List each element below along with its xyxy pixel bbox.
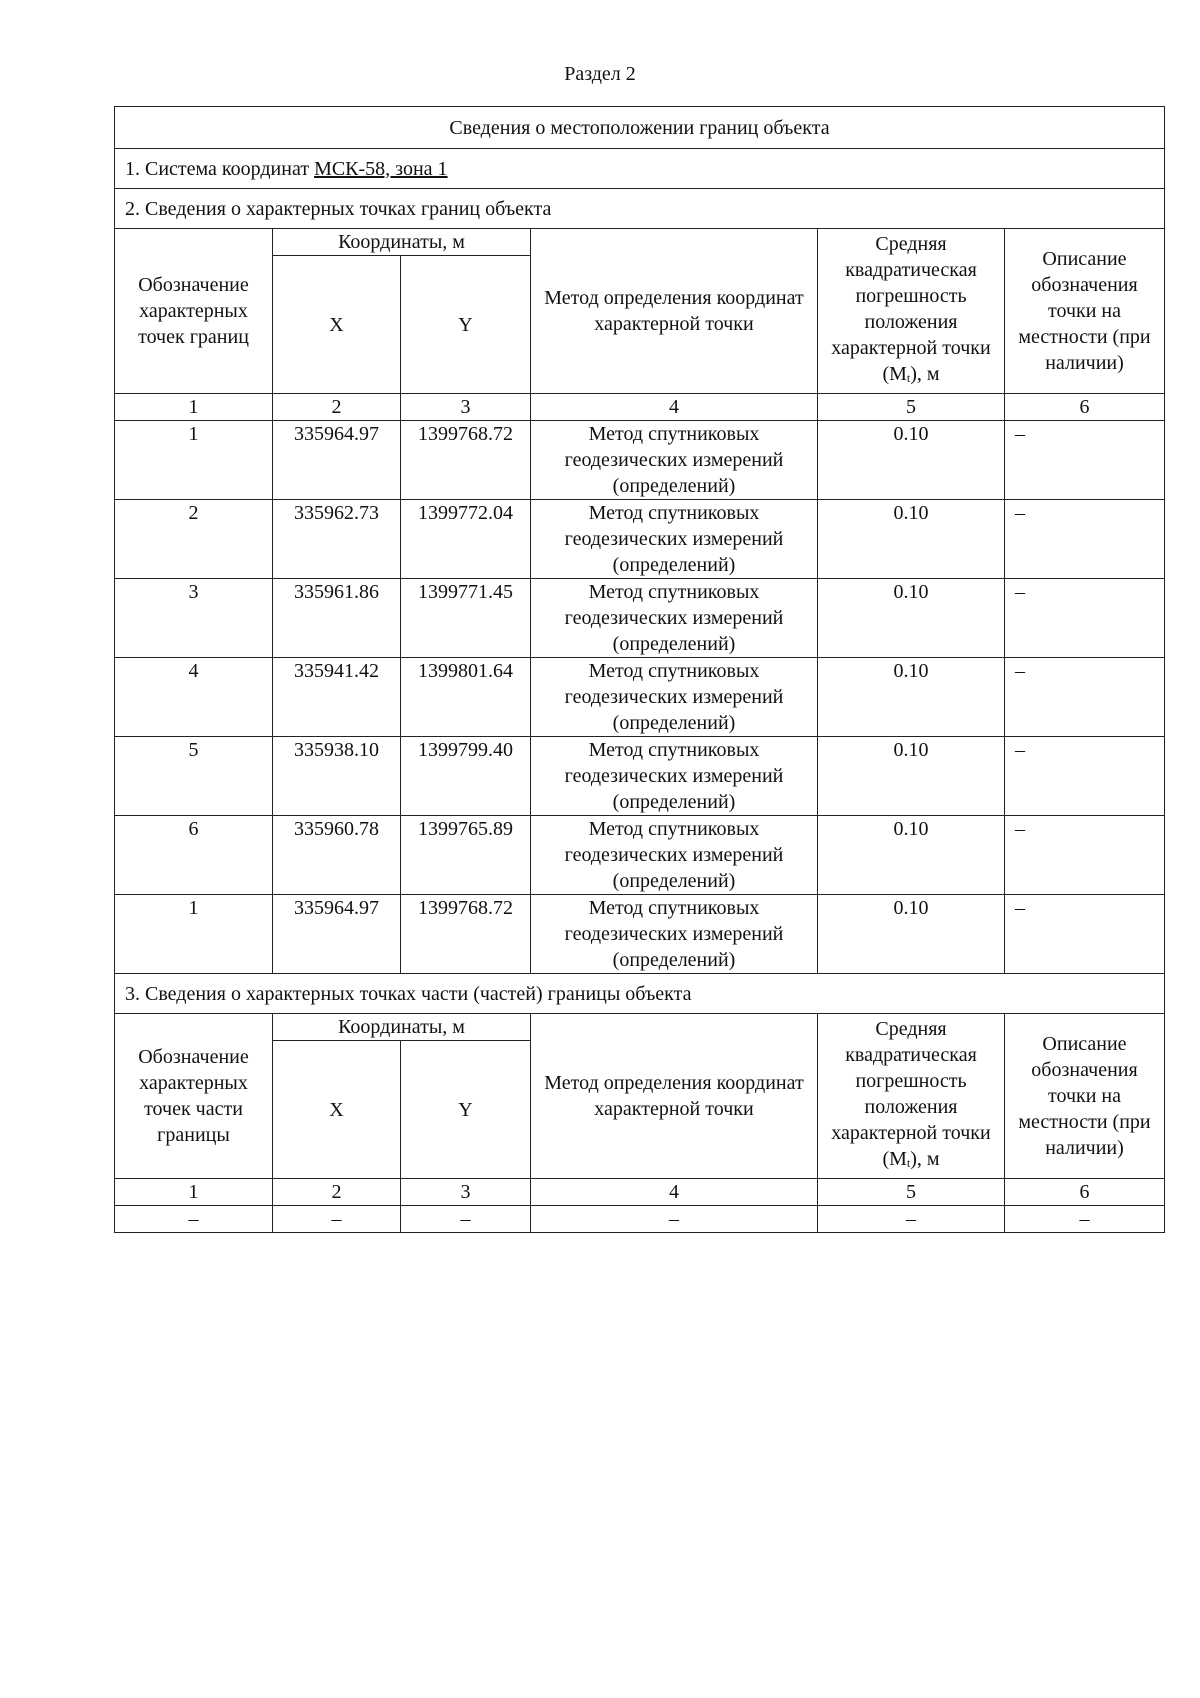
table-row	[115, 421, 1165, 500]
cell-x: 335938.10	[273, 737, 401, 816]
table-row	[115, 658, 1165, 737]
cell-y: 1399771.45	[401, 579, 531, 658]
header-accuracy-subscript: t	[906, 371, 911, 385]
section2-column-numbers-row	[115, 394, 1165, 421]
cell-method: Метод спутниковых геодезических измерений (определений)	[531, 500, 818, 579]
column-number: 5	[818, 1179, 1005, 1206]
cell-y: 1399799.40	[401, 737, 531, 816]
cell-method: Метод спутниковых геодезических измерений (определений)	[531, 737, 818, 816]
header-method: Метод определения координат характерной точки	[531, 1014, 818, 1179]
column-number: 6	[1005, 394, 1165, 421]
header-description: Описание обозначения точки на местности (при наличии)	[1005, 1014, 1165, 1179]
table-row	[115, 737, 1165, 816]
column-number: 1	[115, 1179, 273, 1206]
cell-point: 1	[115, 895, 273, 974]
column-number: 2	[273, 1179, 401, 1206]
cell-description: –	[1005, 658, 1165, 737]
cell-description: –	[1005, 421, 1165, 500]
header-designation: Обозначение характерных точек границ	[115, 229, 273, 394]
table-row	[115, 895, 1165, 974]
cell-point: 2	[115, 500, 273, 579]
cell-x: 335960.78	[273, 816, 401, 895]
header-accuracy	[818, 1014, 1005, 1179]
header-coordinates: Координаты, м	[273, 1014, 531, 1041]
cell-y: 1399768.72	[401, 895, 531, 974]
cell-y: 1399772.04	[401, 500, 531, 579]
coord-system-prefix: 1. Система координат	[125, 157, 310, 180]
header-accuracy-text: Средняя квадратическая погрешность положения характерной точки (M	[831, 233, 991, 385]
table-row	[115, 500, 1165, 579]
header-x: X	[273, 256, 401, 394]
column-number: 6	[1005, 1179, 1165, 1206]
cell-x: 335961.86	[273, 579, 401, 658]
column-number: 5	[818, 394, 1005, 421]
header-y: Y	[401, 256, 531, 394]
section2-title: 2. Сведения о характерных точках границ объекта	[115, 189, 1165, 229]
table-row	[115, 1206, 1165, 1233]
cell-method: Метод спутниковых геодезических измерений (определений)	[531, 895, 818, 974]
cell-point: –	[115, 1206, 273, 1233]
column-number: 4	[531, 1179, 818, 1206]
cell-point: 1	[115, 421, 273, 500]
cell-accuracy: 0.10	[818, 421, 1005, 500]
cell-x: –	[273, 1206, 401, 1233]
cell-accuracy: 0.10	[818, 737, 1005, 816]
header-method: Метод определения координат характерной точки	[531, 229, 818, 394]
header-accuracy-text: Средняя квадратическая погрешность положения характерной точки (M	[831, 1018, 991, 1170]
cell-y: 1399801.64	[401, 658, 531, 737]
page-title: Раздел 2	[564, 63, 636, 85]
column-number: 2	[273, 394, 401, 421]
header-accuracy-unit: ), м	[910, 1148, 940, 1170]
cell-description: –	[1005, 816, 1165, 895]
cell-y: –	[401, 1206, 531, 1233]
header-accuracy-unit: ), м	[910, 363, 940, 385]
section3-column-numbers-row	[115, 1179, 1165, 1206]
header-description: Описание обозначения точки на местности (при наличии)	[1005, 229, 1165, 394]
cell-method: Метод спутниковых геодезических измерений (определений)	[531, 658, 818, 737]
cell-method: Метод спутниковых геодезических измерений (определений)	[531, 579, 818, 658]
coord-system-row	[115, 149, 1165, 189]
cell-point: 6	[115, 816, 273, 895]
section2-title-row	[115, 189, 1165, 229]
cell-point: 4	[115, 658, 273, 737]
table-title: Сведения о местоположении границ объекта	[115, 107, 1165, 149]
cell-point: 5	[115, 737, 273, 816]
section2-header-row	[115, 229, 1165, 256]
cell-y: 1399765.89	[401, 816, 531, 895]
header-coordinates: Координаты, м	[273, 229, 531, 256]
cell-description: –	[1005, 500, 1165, 579]
cell-y: 1399768.72	[401, 421, 531, 500]
cell-x: 335962.73	[273, 500, 401, 579]
coord-system-value: МСК-58, зона 1	[314, 157, 448, 180]
cell-description: –	[1005, 895, 1165, 974]
cell-accuracy: 0.10	[818, 816, 1005, 895]
cell-description: –	[1005, 1206, 1165, 1233]
table-row	[115, 816, 1165, 895]
header-accuracy-subscript: t	[906, 1156, 911, 1170]
cell-point: 3	[115, 579, 273, 658]
column-number: 1	[115, 394, 273, 421]
table-title-row	[115, 107, 1165, 149]
cell-accuracy: 0.10	[818, 895, 1005, 974]
cell-description: –	[1005, 737, 1165, 816]
table-row	[115, 579, 1165, 658]
cell-accuracy: –	[818, 1206, 1005, 1233]
section3-title-row	[115, 974, 1165, 1014]
cell-method: Метод спутниковых геодезических измерений (определений)	[531, 816, 818, 895]
coord-system	[115, 149, 1165, 189]
cell-method: Метод спутниковых геодезических измерений (определений)	[531, 421, 818, 500]
column-number: 4	[531, 394, 818, 421]
cell-x: 335941.42	[273, 658, 401, 737]
column-number: 3	[401, 1179, 531, 1206]
header-accuracy	[818, 229, 1005, 394]
table-body	[115, 107, 1165, 1233]
cell-accuracy: 0.10	[818, 658, 1005, 737]
cell-method: –	[531, 1206, 818, 1233]
boundary-table	[114, 106, 1165, 1233]
column-number: 3	[401, 394, 531, 421]
cell-x: 335964.97	[273, 421, 401, 500]
header-x: X	[273, 1041, 401, 1179]
header-designation: Обозначение характерных точек части границы	[115, 1014, 273, 1179]
cell-accuracy: 0.10	[818, 500, 1005, 579]
section3-title: 3. Сведения о характерных точках части (частей) границы объекта	[115, 974, 1165, 1014]
cell-description: –	[1005, 579, 1165, 658]
section3-header-row	[115, 1014, 1165, 1041]
cell-accuracy: 0.10	[818, 579, 1005, 658]
cell-x: 335964.97	[273, 895, 401, 974]
header-y: Y	[401, 1041, 531, 1179]
